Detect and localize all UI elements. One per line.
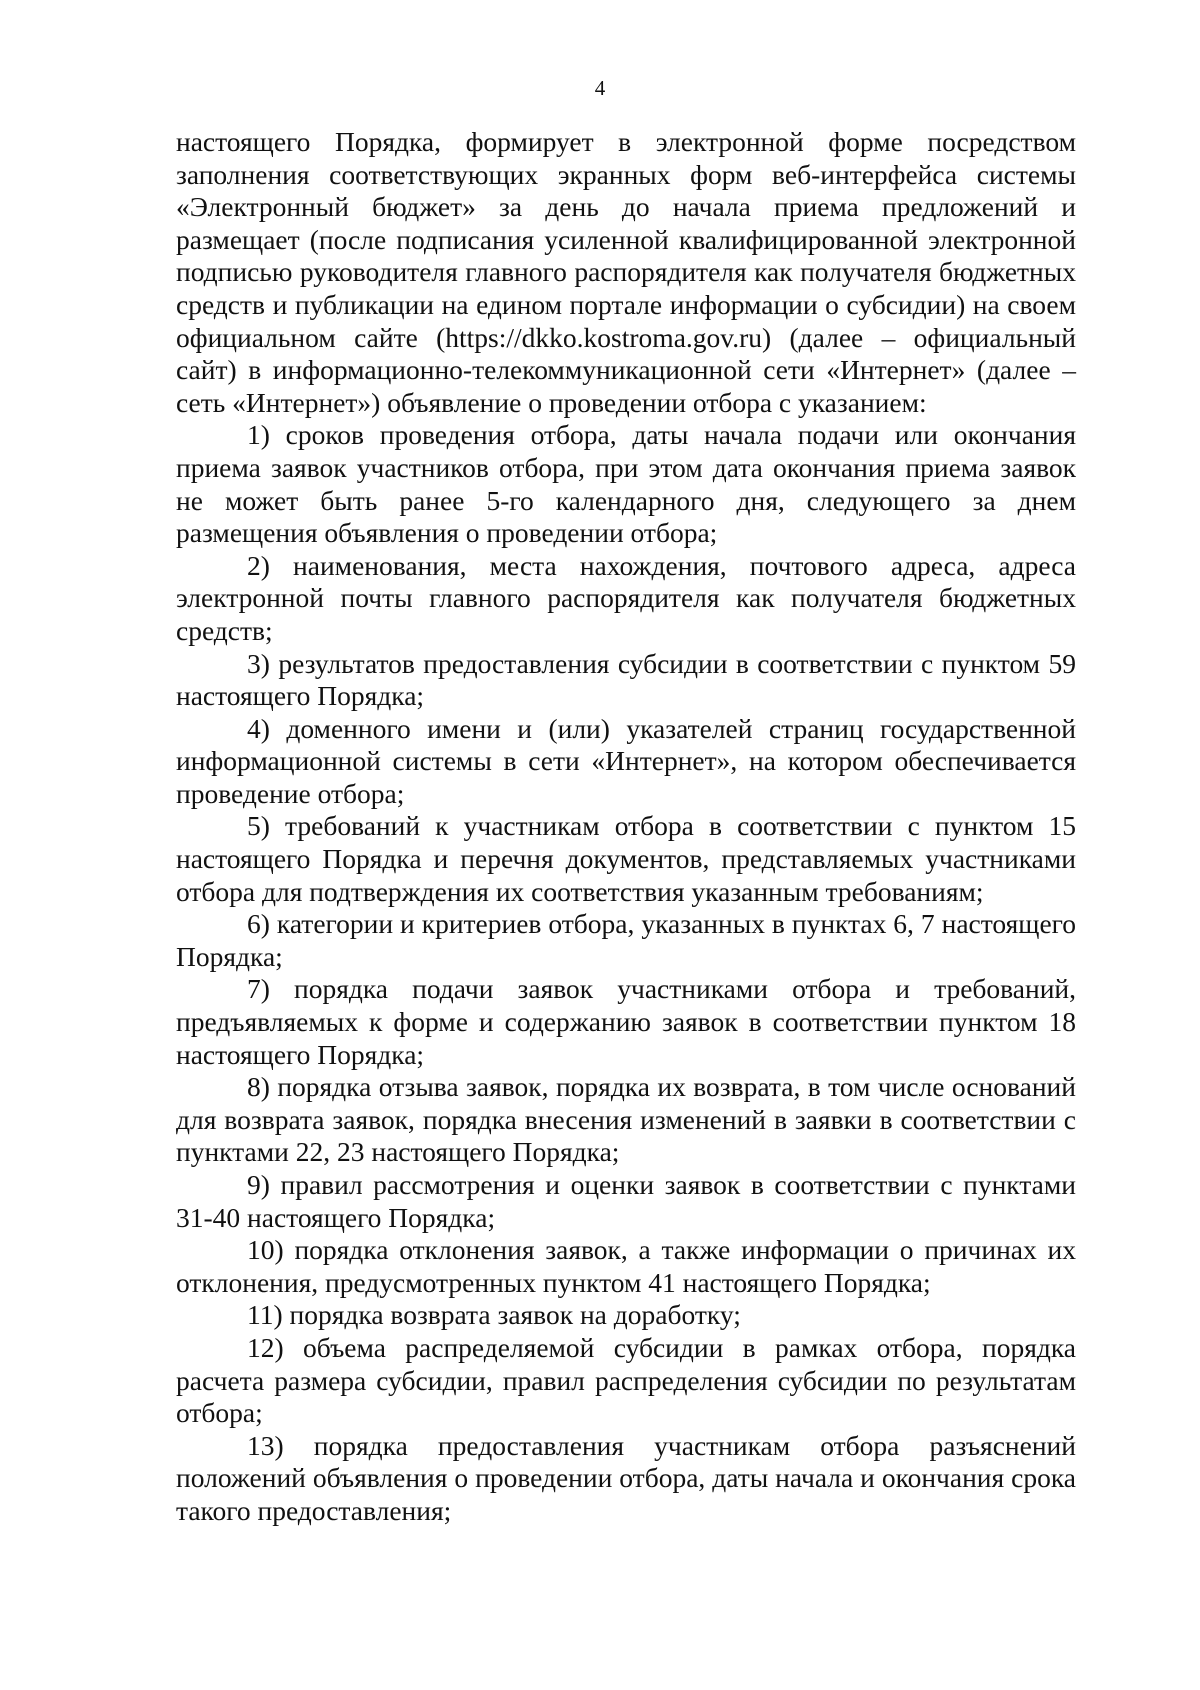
list-item: 10) порядка отклонения заявок, а также информации о причинах их отклонения, предусмотренных пунктом 41 настоящего Порядка; bbox=[176, 1234, 1076, 1298]
document-body bbox=[176, 126, 1076, 1528]
list-item: 3) результатов предоставления субсидии в соответствии с пунктом 59 настоящего Порядка; bbox=[176, 647, 1076, 712]
list-item: 7) порядка подачи заявок участниками отбора и требований, предъявляемых к форме и содержанию заявок в соответствии пунктом 18 настоящего Порядка; bbox=[176, 973, 1076, 1070]
list-item: 6) категории и критериев отбора, указанных в пунктах 6, 7 настоящего Порядка; bbox=[176, 908, 1076, 972]
list-item: 2) наименования, места нахождения, почтового адреса, адреса электронной почты главного распорядителя как получателя бюджетных средств; bbox=[176, 549, 1076, 646]
page-number: 4 bbox=[594, 76, 606, 100]
list-item: 13) порядка предоставления участникам отбора разъяснений положений объявления о проведении отбора, даты начала и окончания срока такого предоставления; bbox=[176, 1429, 1076, 1526]
list-item: 8) порядка отзыва заявок, порядка их возврата, в том числе оснований для возврата заявок, порядка внесения изменений в заявки в соответствии с пунктами 22, 23 настоящего Порядка; bbox=[176, 1071, 1076, 1168]
list-item: 11) порядка возврата заявок на доработку; bbox=[247, 1299, 741, 1331]
list-item: 1) сроков проведения отбора, даты начала подачи или окончания приема заявок участников отбора, при этом дата окончания приема заявок не может быть ранее 5-го календарного дня, следующего за днем размещения объявления о проведении отбора; bbox=[176, 419, 1076, 549]
list-item: 4) доменного имени и (или) указателей страниц государственной информационной системы в сети «Интернет», на котором обеспечивается проведение отбора; bbox=[176, 712, 1076, 809]
list-item: 5) требований к участникам отбора в соответствии с пунктом 15 настоящего Порядка и перечня документов, представляемых участниками отбора для подтверждения их соответствия указанным требованиям; bbox=[176, 810, 1076, 907]
list-item: 12) объема распределяемой субсидии в рамках отбора, порядка расчета размера субсидии, правил распределения субсидии по результатам отбора; bbox=[176, 1331, 1076, 1429]
intro-paragraph: настоящего Порядка, формирует в электронной форме посредством заполнения соответствующих экранных форм веб-интерфейса системы «Электронный бюджет» за день до начала приема предложений и размещает (после подписания усиленной квалифицированной электронной подписью руководителя главного распорядителя как получателя бюджетных средств и публикации на едином портале информации о субсидии) на своем официальном сайте (https://dkko.kostroma.gov.ru) (далее – официальный сайт) в информационно-телекоммуникационной сети «Интернет» (далее – сеть «Интернет») объявление о проведении отбора с указанием: bbox=[176, 126, 1076, 418]
list-item: 9) правил рассмотрения и оценки заявок в соответствии с пунктами 31-40 настоящего Порядка; bbox=[176, 1169, 1076, 1233]
